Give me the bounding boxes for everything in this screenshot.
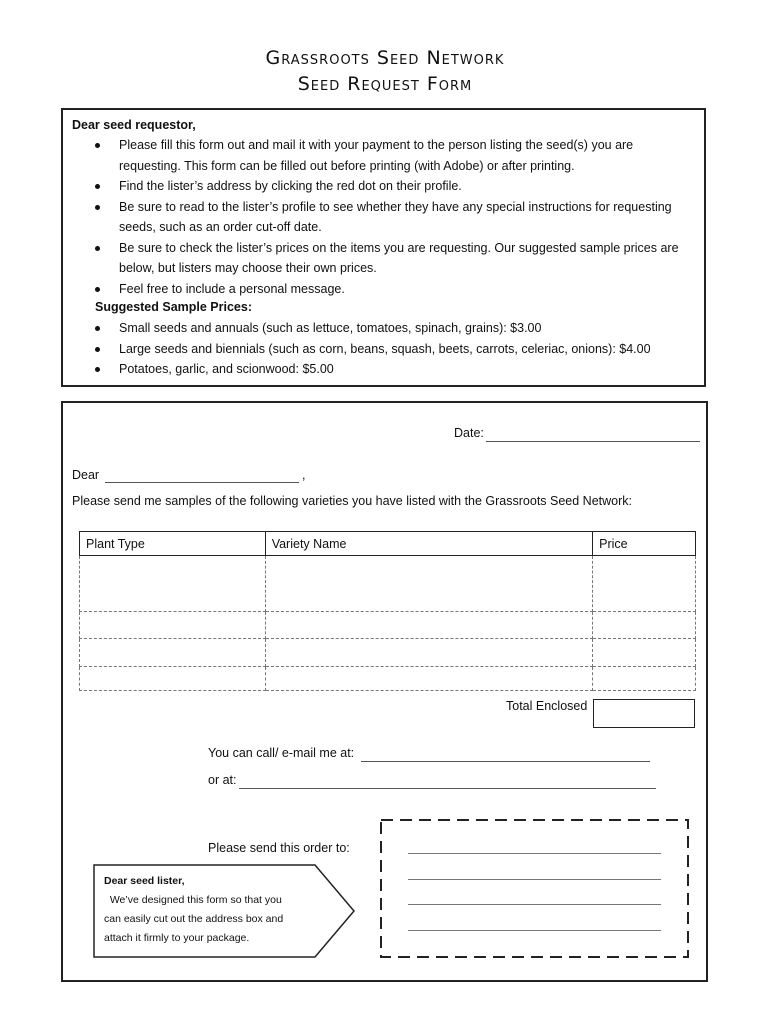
- price-item: Small seeds and annuals (such as lettuce, tomatoes, spinach, grains): $3.00: [72, 318, 692, 339]
- plant-type-cell[interactable]: [80, 556, 266, 612]
- instruction-item: Be sure to check the lister’s prices on the items you are requesting. Our suggested sample prices are below, but listers may choose their own prices.: [72, 238, 692, 279]
- dear-comma: ,: [302, 468, 306, 482]
- total-enclosed-label: Total Enclosed: [506, 699, 588, 713]
- alt-contact-field[interactable]: [239, 788, 656, 789]
- suggested-prices-list: [72, 318, 692, 380]
- price-item: Large seeds and biennials (such as corn, beans, squash, beets, carrots, celeriac, onions): $4.00: [72, 339, 692, 360]
- call-email-label: You can call/ e-mail me at:: [208, 746, 355, 760]
- date-label: Date:: [454, 426, 484, 440]
- instruction-item: Please fill this form out and mail it with your payment to the person listing the seed(s) you are requesting. This form can be filled out before printing (with Adobe) or after printing.: [72, 135, 692, 176]
- lister-note-line: We’ve designed this form so that you: [104, 894, 282, 906]
- instructions-greeting: Dear seed requestor,: [72, 118, 196, 132]
- request-form-box: [61, 401, 708, 982]
- price-item: Potatoes, garlic, and scionwood: $5.00: [72, 359, 692, 380]
- variety-name-cell[interactable]: [265, 667, 592, 691]
- lister-name-field[interactable]: [105, 482, 299, 483]
- seed-request-table: [79, 531, 696, 691]
- plant-type-cell[interactable]: [80, 639, 266, 667]
- col-plant-type: Plant Type: [80, 532, 266, 556]
- lister-note-line: attach it firmly to your package.: [104, 932, 250, 944]
- or-at-label: or at:: [208, 773, 237, 787]
- address-line[interactable]: [408, 879, 661, 880]
- instruction-item: Be sure to read to the lister’s profile to see whether they have any special instructions for requesting seeds, such as an order cut-off date.: [72, 197, 692, 238]
- table-row: [80, 556, 696, 612]
- send-order-label: Please send this order to:: [208, 841, 350, 855]
- price-cell[interactable]: [593, 556, 696, 612]
- col-variety-name: Variety Name: [265, 532, 592, 556]
- price-cell[interactable]: [593, 639, 696, 667]
- address-line[interactable]: [408, 853, 661, 854]
- col-price: Price: [593, 532, 696, 556]
- variety-name-cell[interactable]: [265, 556, 592, 612]
- suggested-prices-heading: Suggested Sample Prices:: [95, 300, 253, 314]
- address-line[interactable]: [408, 904, 661, 905]
- plant-type-cell[interactable]: [80, 612, 266, 639]
- lister-note-line: can easily cut out the address box and: [104, 913, 284, 925]
- contact-field[interactable]: [361, 761, 650, 762]
- form-title: Seed Request Form: [297, 73, 473, 95]
- address-line[interactable]: [408, 930, 661, 931]
- price-cell[interactable]: [593, 612, 696, 639]
- variety-name-cell[interactable]: [265, 639, 592, 667]
- lister-note-heading: Dear seed lister,: [104, 875, 185, 887]
- table-row: [80, 612, 696, 639]
- table-row: [80, 639, 696, 667]
- price-cell[interactable]: [593, 667, 696, 691]
- instructions-list: [72, 135, 692, 299]
- instruction-item: Find the lister’s address by clicking the red dot on their profile.: [72, 176, 692, 197]
- dear-label: Dear: [72, 468, 100, 482]
- request-line: Please send me samples of the following varieties you have listed with the Grassroots Seed Network:: [72, 494, 632, 508]
- variety-name-cell[interactable]: [265, 612, 592, 639]
- instruction-item: Feel free to include a personal message.: [72, 279, 692, 300]
- table-header-row: [80, 532, 696, 556]
- instructions-box: [61, 108, 706, 387]
- total-enclosed-field[interactable]: [593, 699, 695, 728]
- table-row: [80, 667, 696, 691]
- plant-type-cell[interactable]: [80, 667, 266, 691]
- form-org-title: Grassroots Seed Network: [265, 47, 505, 69]
- address-cutout-box: [380, 819, 690, 959]
- date-field[interactable]: [486, 441, 700, 442]
